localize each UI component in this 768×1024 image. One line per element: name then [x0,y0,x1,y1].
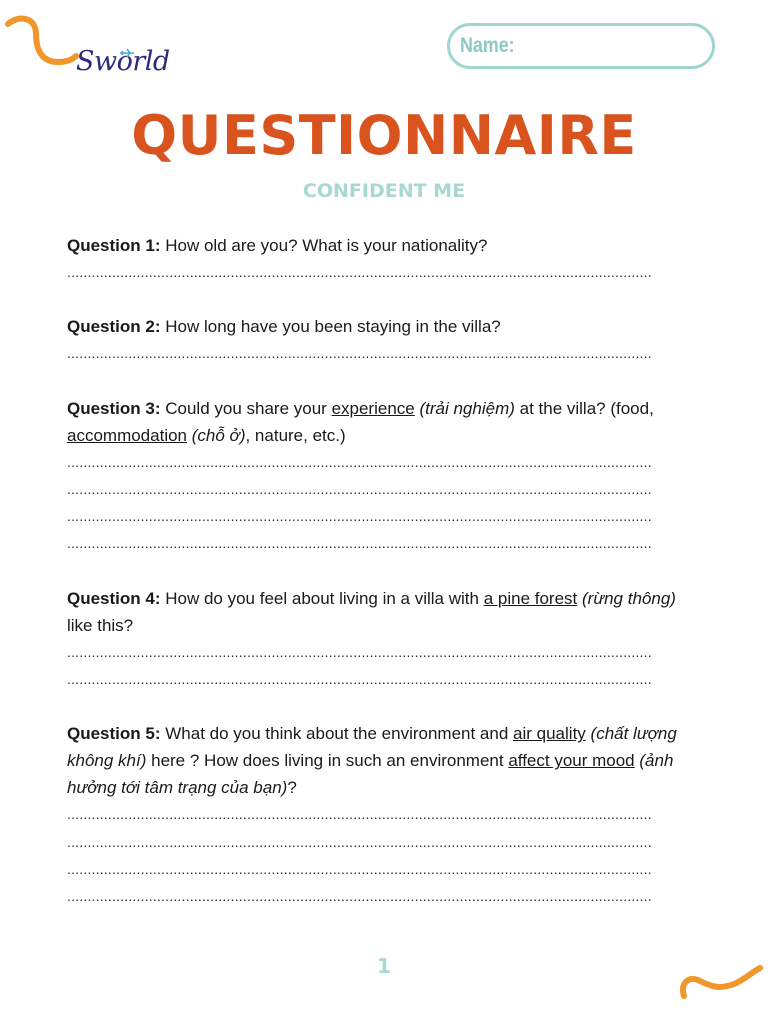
question-4-text [67,585,687,639]
answer-line[interactable]: ............................................................................................................................................... [67,806,652,823]
answer-line[interactable]: ............................................................................................................................................... [67,888,652,905]
page-subtitle: CONFIDENT ME [302,180,466,202]
answer-line[interactable]: ............................................................................................................................................... [67,508,652,525]
answer-line[interactable]: ............................................................................................................................................... [67,643,652,660]
question-text: here ? How does living in such an environment [146,751,509,771]
question-2-text [67,313,687,340]
answer-line[interactable]: ............................................................................................................................................... [67,345,652,362]
question-text: at the villa? (food, [514,398,654,418]
questions-list [67,232,687,938]
question-text: Could you share your [160,398,332,418]
question-1-text [67,232,687,259]
answer-line[interactable]: ............................................................................................................................................... [67,833,652,850]
answer-line[interactable]: ............................................................................................................................................... [67,480,652,497]
question-label: Question 5: [67,724,161,744]
vocab-translation: (chất lượng không khí) [67,724,677,771]
sworld-logo [76,46,170,77]
airplane-icon [120,48,134,58]
answer-line[interactable]: ............................................................................................................................................... [67,671,652,688]
question-text: How long have you been staying in the villa? [160,317,501,337]
answer-line[interactable]: ............................................................................................................................................... [67,453,652,470]
vocab-term: experience [331,398,415,418]
question-3-text [67,395,687,449]
vocab-translation: (chỗ ở) [191,425,246,445]
question-block-1 [67,232,687,286]
logo-initial: S [76,46,94,77]
question-label: Question 1: [67,236,161,255]
page-title: QUESTIONNAIRE [131,104,637,167]
vocab-term: accommodation [67,425,188,445]
decorative-swirl-bottom-icon [678,954,768,1004]
answer-line[interactable]: ............................................................................................................................................... [67,860,652,877]
logo-text: world [94,46,170,77]
question-block-2 [67,313,687,367]
vocab-translation: (rừng thông) [582,588,676,608]
question-text: , nature, etc.) [245,425,346,445]
vocab-translation: (ảnh hưởng tới tâm trạng của bạn) [67,751,674,798]
answer-line[interactable]: ............................................................................................................................................... [67,535,652,552]
question-block-3 [67,395,687,558]
question-label: Question 3: [67,398,161,418]
vocab-translation: (trải nghiệm) [419,398,515,418]
vocab-term: air quality [513,724,586,744]
question-text: like this? [67,615,134,635]
vocab-term: affect your mood [508,751,635,771]
question-label: Question 4: [67,588,161,608]
name-label: Name: [460,34,515,57]
question-text: How do you feel about living in a villa with [160,588,484,608]
question-block-4 [67,585,687,694]
question-text: How old are you? What is your nationality? [160,236,488,255]
question-text: What do you think about the environment and [160,724,514,744]
vocab-term: a pine forest [483,588,578,608]
question-text: ? [287,778,297,798]
question-label: Question 2: [67,317,161,337]
page-number: 1 [377,954,391,978]
name-field[interactable] [447,23,715,69]
question-5-text [67,720,687,801]
answer-line[interactable]: ............................................................................................................................................... [67,264,652,280]
question-block-5 [67,720,687,910]
